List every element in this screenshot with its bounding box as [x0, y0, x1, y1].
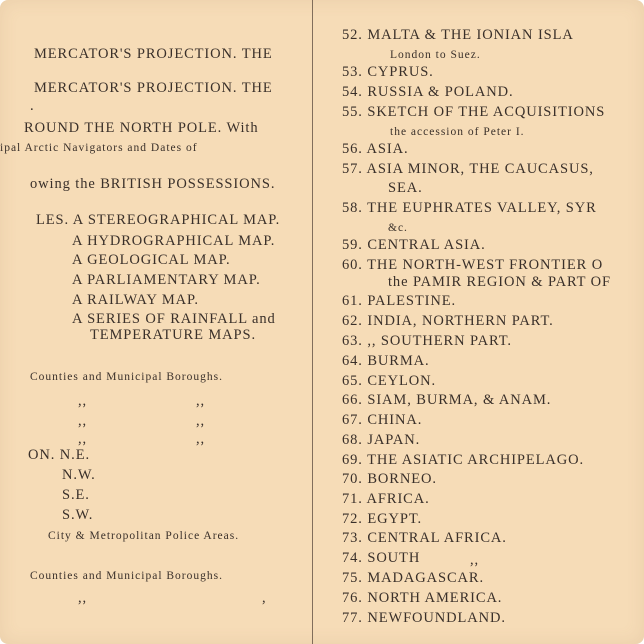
- index-line: 71. AFRICA.: [342, 491, 430, 507]
- index-line: 58. THE EUPHRATES VALLEY, SYR: [342, 200, 597, 216]
- index-line: TEMPERATURE MAPS.: [90, 327, 256, 343]
- index-line: A PARLIAMENTARY MAP.: [72, 272, 261, 288]
- index-line: 55. SKETCH OF THE ACQUISITIONS: [342, 104, 606, 120]
- index-line: &c.: [388, 222, 408, 234]
- index-line: 72. EGYPT.: [342, 511, 423, 527]
- index-line: .: [30, 98, 35, 114]
- index-line: S.E.: [62, 487, 90, 503]
- index-line: A HYDROGRAPHICAL MAP.: [72, 233, 276, 249]
- index-line: 70. BORNEO.: [342, 471, 437, 487]
- index-line: MERCATOR'S PROJECTION. THE: [34, 80, 273, 96]
- index-line: SEA.: [388, 180, 423, 196]
- index-line: 73. CENTRAL AFRICA.: [342, 530, 507, 546]
- index-line: 62. INDIA, NORTHERN PART.: [342, 313, 554, 329]
- index-line: ipal Arctic Navigators and Dates of: [0, 142, 198, 154]
- column-divider: [312, 0, 313, 644]
- index-line: 69. THE ASIATIC ARCHIPELAGO.: [342, 452, 585, 468]
- index-line: ON. N.E.: [28, 447, 90, 463]
- ditto-mark: ,,: [78, 393, 88, 409]
- index-line: LES. A STEREOGRAPHICAL MAP.: [36, 212, 281, 228]
- index-line: owing the BRITISH POSSESSIONS.: [30, 176, 276, 192]
- index-line: the accession of Peter I.: [390, 126, 525, 138]
- index-line: A GEOLOGICAL MAP.: [72, 252, 231, 268]
- index-line: ROUND THE NORTH POLE. With: [24, 120, 259, 136]
- index-line: 63. ,, SOUTHERN PART.: [342, 333, 512, 349]
- index-line: Counties and Municipal Boroughs.: [30, 570, 223, 582]
- index-line: 65. CEYLON.: [342, 373, 437, 389]
- ditto-mark: ,,: [78, 413, 88, 429]
- index-line: 54. RUSSIA & POLAND.: [342, 84, 514, 100]
- index-line: 77. NEWFOUNDLAND.: [342, 610, 506, 626]
- ditto-mark: ,,: [78, 431, 88, 447]
- ditto-mark: ,,: [78, 590, 88, 606]
- index-line: S.W.: [62, 507, 94, 523]
- ditto-mark: ,,: [196, 431, 206, 447]
- index-line: 52. MALTA & THE IONIAN ISLA: [342, 27, 574, 43]
- index-line: A RAILWAY MAP.: [72, 292, 199, 308]
- ditto-mark: ,,: [196, 393, 206, 409]
- index-line: 59. CENTRAL ASIA.: [342, 237, 486, 253]
- index-line: N.W.: [62, 467, 96, 483]
- index-line: MERCATOR'S PROJECTION. THE: [34, 46, 273, 62]
- ditto-mark: ,,: [470, 552, 480, 568]
- index-line: 68. JAPAN.: [342, 432, 421, 448]
- index-line: Counties and Municipal Boroughs.: [30, 371, 223, 383]
- index-line: 76. NORTH AMERICA.: [342, 590, 503, 606]
- index-line: 56. ASIA.: [342, 141, 409, 157]
- index-line: the PAMIR REGION & PART OF: [388, 274, 612, 290]
- index-line: 61. PALESTINE.: [342, 293, 456, 309]
- index-line: 66. SIAM, BURMA, & ANAM.: [342, 392, 552, 408]
- index-line: London to Suez.: [390, 49, 481, 61]
- index-line: City & Metropolitan Police Areas.: [48, 530, 240, 542]
- index-line: 75. MADAGASCAR.: [342, 570, 485, 586]
- index-line: 64. BURMA.: [342, 353, 430, 369]
- index-line: 67. CHINA.: [342, 412, 423, 428]
- index-line: 57. ASIA MINOR, THE CAUCASUS,: [342, 161, 594, 177]
- ditto-mark: ,,: [196, 413, 206, 429]
- index-line: 60. THE NORTH-WEST FRONTIER O: [342, 257, 604, 273]
- ditto-mark: ,: [262, 590, 267, 606]
- index-line: A SERIES OF RAINFALL and: [72, 311, 276, 327]
- index-line: 74. SOUTH: [342, 550, 421, 566]
- index-line: 53. CYPRUS.: [342, 64, 434, 80]
